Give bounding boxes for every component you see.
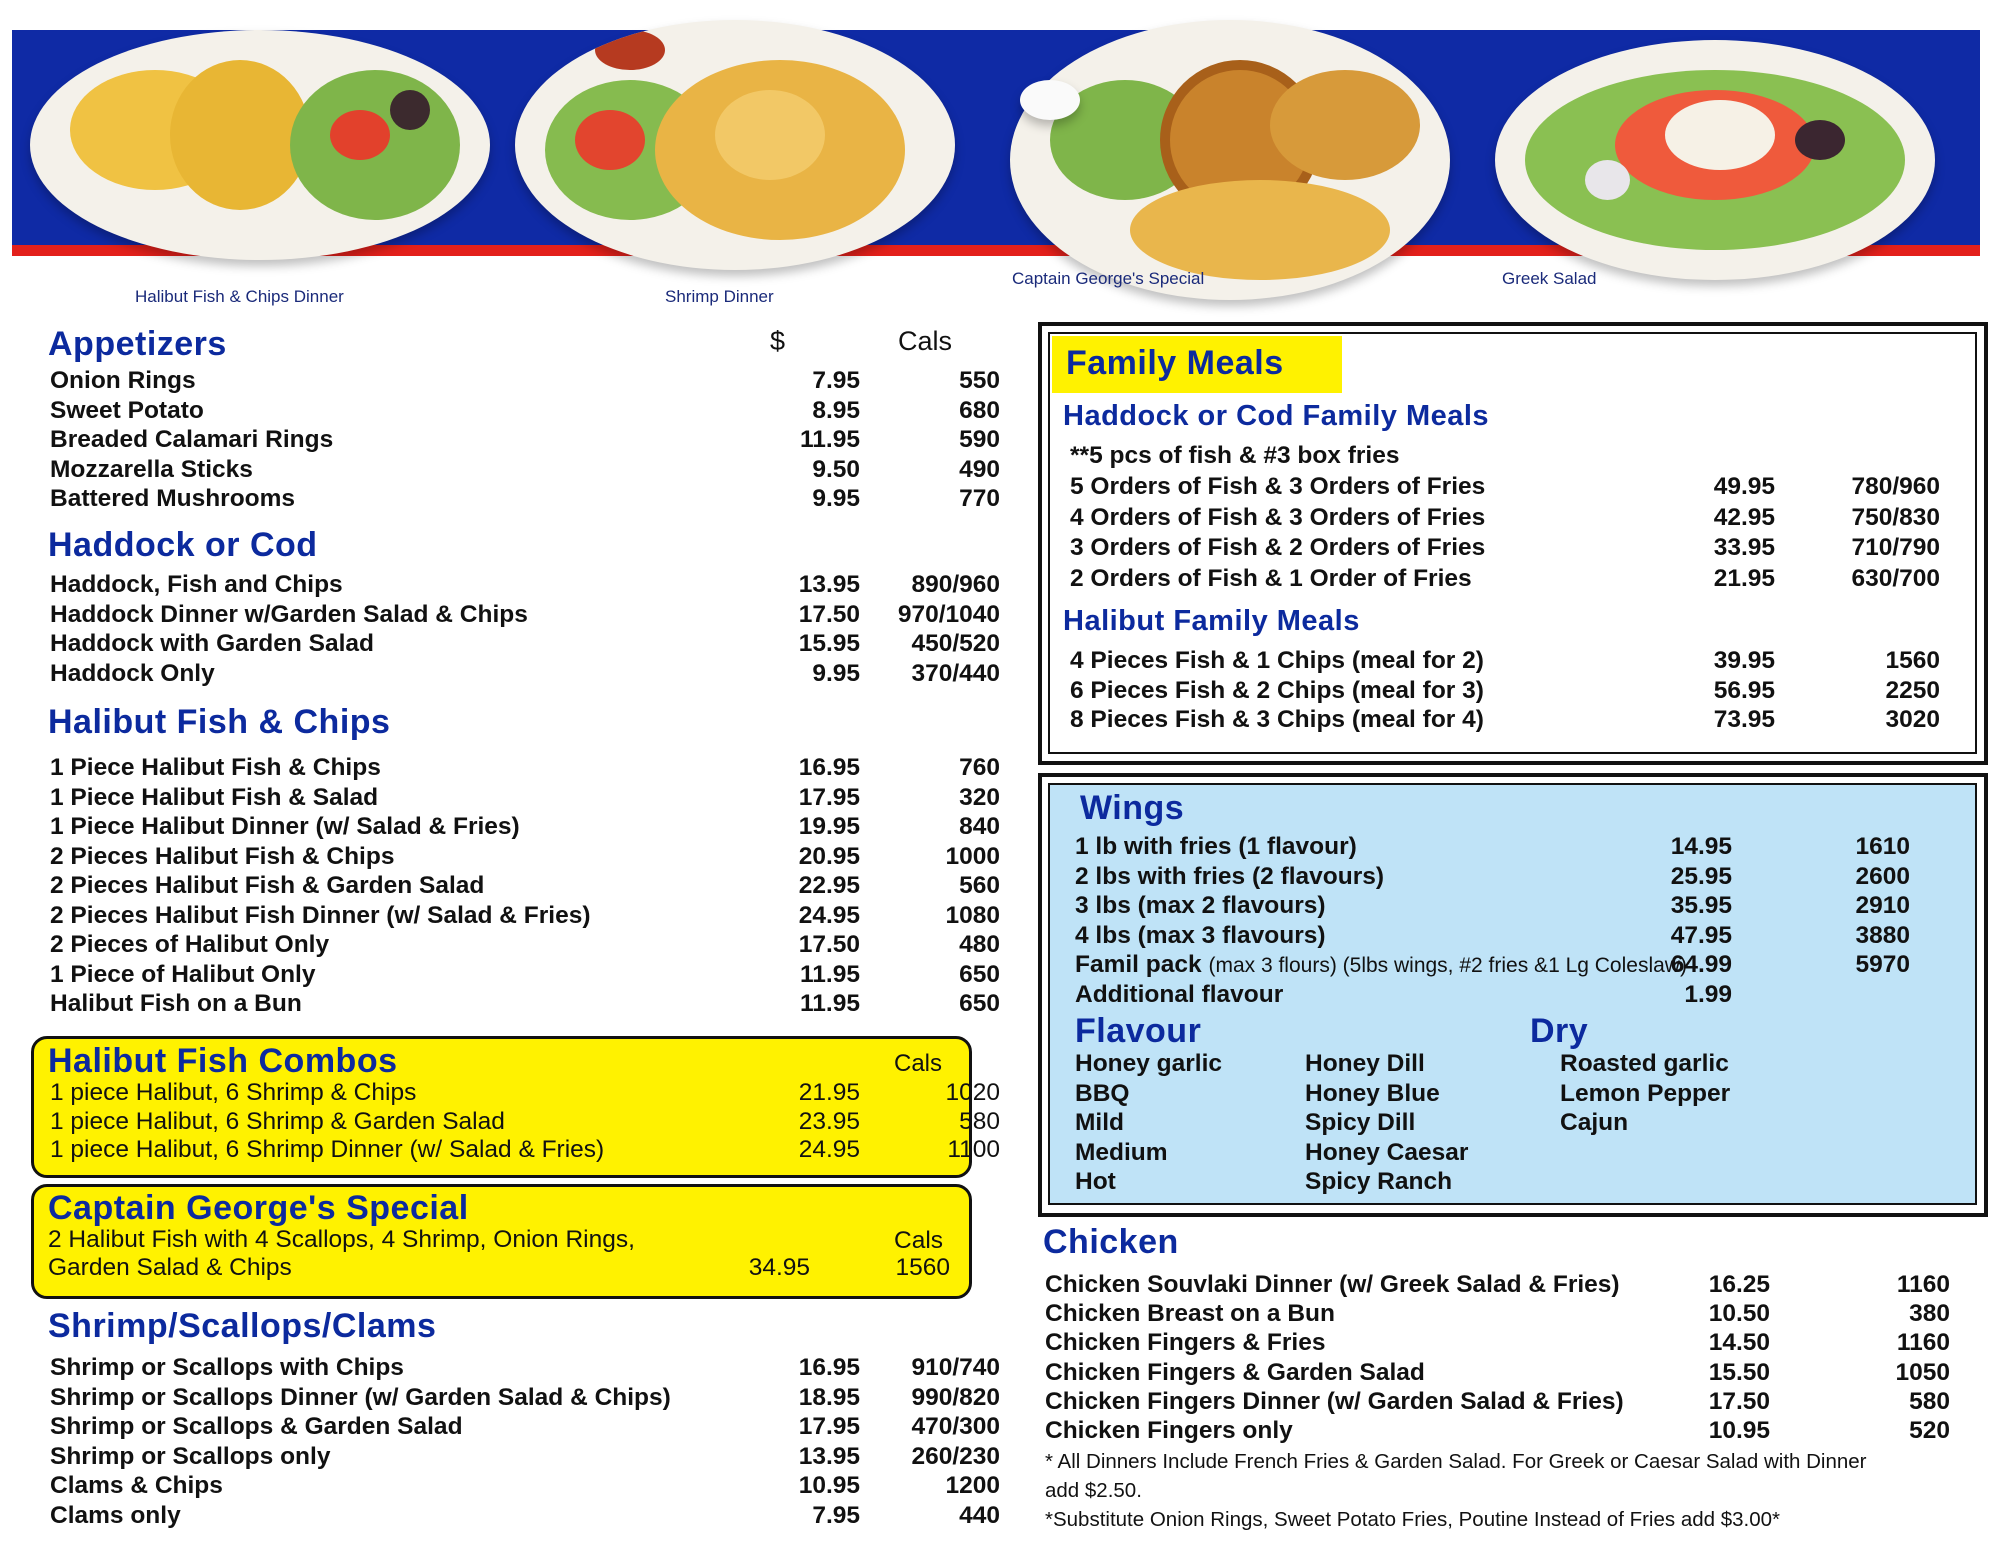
item-name: Breaded Calamari Rings <box>50 426 334 453</box>
item-cals: 760 <box>959 754 1000 781</box>
item-cals: 990/820 <box>911 1383 1000 1411</box>
menu-item-row <box>50 901 1000 931</box>
item-name: Chicken Breast on a Bun <box>1045 1300 1335 1328</box>
menu-item-row <box>50 989 1000 1019</box>
item-name: Chicken Souvlaki Dinner (w/ Greek Salad & Fries) <box>1045 1271 1620 1298</box>
menu-item-row <box>1045 1270 1950 1300</box>
item-name: Onion Rings <box>50 367 196 394</box>
menu-item-row <box>1075 921 1935 951</box>
item-cals: 450/520 <box>911 630 1000 657</box>
menu-item-row <box>50 1442 1000 1472</box>
item-cals: 2250 <box>1885 676 1940 704</box>
item-name: 1 piece Halibut, 6 Shrimp Dinner (w/ Salad & Fries) <box>50 1136 605 1163</box>
caption-shrimp-dinner: Shrimp Dinner <box>665 287 774 306</box>
item-price: 7.95 <box>812 1501 860 1529</box>
menu-item-row <box>50 1383 1000 1413</box>
item-name: 1 lb with fries (1 flavour) <box>1075 833 1357 860</box>
caption-captain-georges: Captain George's Special <box>1012 269 1205 288</box>
caption-halibut-dinner: Halibut Fish & Chips Dinner <box>135 287 344 306</box>
item-cals: 840 <box>959 813 1000 840</box>
menu-item-row <box>50 842 1000 872</box>
item-cals: 260/230 <box>911 1442 1000 1470</box>
flavour-item: Honey Blue <box>1305 1079 1440 1107</box>
item-cals: 560 <box>959 872 1000 899</box>
item-name: Chicken Fingers Dinner (w/ Garden Salad & Fries) <box>1045 1387 1624 1415</box>
item-cals: 650 <box>959 960 1000 988</box>
famil-pack-note: (max 3 flours) (5lbs wings, #2 fries &1 Lg Coleslaw) <box>1208 954 1687 977</box>
menu-item-row <box>50 425 1000 455</box>
item-name: 3 lbs (max 2 flavours) <box>1075 892 1326 919</box>
item-cals: 1160 <box>1896 1329 1950 1357</box>
item-price: 24.95 <box>798 1136 860 1163</box>
additional-flavour-price: 1.99 <box>1684 981 1732 1008</box>
item-price: 11.95 <box>800 990 860 1017</box>
menu-item-row <box>1045 1387 1950 1417</box>
item-price: 21.95 <box>1713 564 1775 592</box>
item-cals: 1200 <box>945 1472 1000 1499</box>
item-name: 4 Orders of Fish & 3 Orders of Fries <box>1070 503 1486 531</box>
item-name: 5 Orders of Fish & 3 Orders of Fries <box>1070 473 1486 500</box>
price-column-header: $ <box>770 326 786 356</box>
item-cals: 630/700 <box>1851 564 1940 592</box>
menu-item-row <box>50 783 1000 813</box>
menu-item-row <box>1045 1358 1950 1388</box>
item-price: 9.95 <box>812 485 860 512</box>
item-name: 1 Piece Halibut Fish & Salad <box>50 783 379 811</box>
chicken-heading: Chicken <box>1043 1223 1179 1261</box>
item-name: 1 piece Halibut, 6 Shrimp & Chips <box>50 1079 417 1106</box>
item-name: Mozzarella Sticks <box>50 455 253 483</box>
menu-item-row <box>50 930 1000 960</box>
item-name: 2 Orders of Fish & 1 Order of Fries <box>1070 564 1472 592</box>
item-cals: 590 <box>959 426 1000 453</box>
item-price: 11.95 <box>800 960 860 988</box>
flavour-heading: Flavour <box>1075 1012 1202 1050</box>
menu-item-row <box>1070 503 1950 533</box>
item-name: 1 Piece Halibut Fish & Chips <box>50 754 381 781</box>
item-name: Shrimp or Scallops & Garden Salad <box>50 1413 463 1440</box>
item-cals: 750/830 <box>1851 503 1940 531</box>
menu-item-row <box>50 455 1000 485</box>
item-price: 23.95 <box>798 1107 860 1135</box>
menu-item-row <box>1070 646 1950 676</box>
item-name: Sweet Potato <box>50 396 204 424</box>
item-price: 22.95 <box>798 872 860 899</box>
haddock-family-note: **5 pcs of fish & #3 box fries <box>1070 442 1400 469</box>
menu-item-row <box>50 1471 1000 1501</box>
flavour-item: Roasted garlic <box>1560 1050 1729 1077</box>
item-name: Haddock, Fish and Chips <box>50 571 343 598</box>
haddock-family-heading: Haddock or Cod Family Meals <box>1063 400 1490 432</box>
item-cals: 550 <box>959 367 1000 394</box>
item-cals: 1160 <box>1896 1271 1950 1298</box>
item-name: Chicken Fingers only <box>1045 1417 1293 1444</box>
item-name: Clams & Chips <box>50 1472 223 1499</box>
item-cals: 580 <box>959 1107 1000 1135</box>
menu-item-row <box>1075 862 1935 892</box>
item-cals: 2910 <box>1855 892 1910 919</box>
flavour-item: Hot <box>1075 1168 1116 1195</box>
flavour-item: Spicy Ranch <box>1305 1168 1453 1195</box>
item-price: 10.95 <box>798 1472 860 1499</box>
item-name: 2 Pieces Halibut Fish Dinner (w/ Salad & Fries) <box>50 901 591 929</box>
menu-item-row <box>50 1107 1000 1137</box>
item-cals: 440 <box>959 1501 1000 1529</box>
item-price: 35.95 <box>1670 892 1732 919</box>
item-price: 19.95 <box>798 813 860 840</box>
flavour-item: Spicy Dill <box>1305 1109 1416 1136</box>
item-cals: 1080 <box>945 901 1000 929</box>
item-name: Shrimp or Scallops only <box>50 1442 331 1470</box>
menu-item-row <box>50 396 1000 426</box>
item-price: 33.95 <box>1713 534 1775 561</box>
combos-heading: Halibut Fish Combos <box>48 1042 398 1080</box>
menu-item-row <box>1070 676 1950 706</box>
item-cals: 480 <box>959 931 1000 958</box>
item-cals: 520 <box>1909 1417 1950 1444</box>
wings-heading: Wings <box>1080 789 1185 827</box>
item-cals: 2600 <box>1855 862 1910 890</box>
item-price: 17.50 <box>798 931 860 958</box>
halibut-family-heading: Halibut Family Meals <box>1063 605 1360 637</box>
flavour-item: Mild <box>1075 1109 1124 1136</box>
item-name: 3 Orders of Fish & 2 Orders of Fries <box>1070 534 1486 561</box>
item-cals: 380 <box>1909 1300 1950 1328</box>
menu-item-row <box>50 960 1000 990</box>
menu-item-row <box>50 753 1000 783</box>
item-price: 18.95 <box>798 1383 860 1411</box>
menu-item-row <box>1070 705 1950 735</box>
item-name: Halibut Fish on a Bun <box>50 990 302 1017</box>
special-heading: Captain George's Special <box>48 1189 469 1227</box>
item-cals: 1100 <box>947 1136 1000 1163</box>
item-price: 9.50 <box>812 455 860 483</box>
item-name: 2 Pieces of Halibut Only <box>50 931 330 958</box>
haddock-heading: Haddock or Cod <box>48 526 318 564</box>
item-name: 1 piece Halibut, 6 Shrimp & Garden Salad <box>50 1107 505 1135</box>
item-name: Haddock Dinner w/Garden Salad & Chips <box>50 600 528 628</box>
item-price: 15.50 <box>1708 1358 1770 1386</box>
menu-item-row <box>50 600 1000 630</box>
menu-item-row <box>50 570 1000 600</box>
item-price: 17.95 <box>798 783 860 811</box>
special-price: 34.95 <box>748 1254 810 1281</box>
item-name: 1 Piece of Halibut Only <box>50 960 316 988</box>
menu-item-row <box>1070 564 1950 594</box>
item-price: 14.95 <box>1670 833 1732 860</box>
shrimp-heading: Shrimp/Scallops/Clams <box>48 1307 437 1345</box>
item-cals: 890/960 <box>911 571 1000 598</box>
greek-salad-photo <box>1495 40 1935 280</box>
item-cals: 370/440 <box>911 659 1000 687</box>
special-cals: 1560 <box>895 1254 950 1281</box>
famil-pack-price: 64.99 <box>1670 951 1732 978</box>
menu-item-row <box>50 1412 1000 1442</box>
chicken-note-line3: *Substitute Onion Rings, Sweet Potato Fries, Poutine Instead of Fries add $3.00* <box>1045 1508 1781 1531</box>
item-name: 6 Pieces Fish & 2 Chips (meal for 3) <box>1070 676 1484 704</box>
item-price: 17.50 <box>798 600 860 628</box>
item-price: 11.95 <box>800 426 860 453</box>
additional-flavour-name: Additional flavour <box>1075 981 1284 1008</box>
menu-item-row <box>50 871 1000 901</box>
item-price: 10.95 <box>1708 1417 1770 1444</box>
menu-item-row <box>1070 472 1950 502</box>
chicken-note-line1: * All Dinners Include French Fries & Garden Salad. For Greek or Caesar Salad with Dinner <box>1045 1450 1867 1473</box>
item-cals: 970/1040 <box>897 600 1000 628</box>
sauce-cup-photo <box>1020 80 1080 120</box>
item-name: Chicken Fingers & Fries <box>1045 1329 1326 1357</box>
appetizers-heading: Appetizers <box>48 325 227 363</box>
item-name: Shrimp or Scallops Dinner (w/ Garden Salad & Chips) <box>50 1383 671 1411</box>
halibut-heading: Halibut Fish & Chips <box>48 703 391 741</box>
flavour-item: Honey Dill <box>1305 1050 1425 1077</box>
item-price: 42.95 <box>1713 503 1775 531</box>
item-name: 4 lbs (max 3 flavours) <box>1075 921 1326 949</box>
special-description-line2: Garden Salad & Chips <box>48 1254 292 1281</box>
item-price: 20.95 <box>798 842 860 870</box>
dry-heading: Dry <box>1530 1012 1589 1050</box>
family-meals-heading: Family Meals <box>1066 344 1284 382</box>
item-price: 21.95 <box>798 1079 860 1106</box>
item-price: 16.95 <box>798 754 860 781</box>
flavour-item: Lemon Pepper <box>1560 1079 1731 1107</box>
menu-item-row <box>50 1353 1000 1383</box>
item-name: 8 Pieces Fish & 3 Chips (meal for 4) <box>1070 706 1484 733</box>
item-cals: 770 <box>959 485 1000 512</box>
item-price: 10.50 <box>1708 1300 1770 1328</box>
item-name: 2 Pieces Halibut Fish & Garden Salad <box>50 872 485 899</box>
flavour-item: Medium <box>1075 1138 1168 1166</box>
menu-item-row <box>1070 533 1950 563</box>
item-name: Shrimp or Scallops with Chips <box>50 1354 404 1381</box>
shrimp-dinner-photo <box>515 20 955 270</box>
captain-georges-special-photo <box>1010 20 1450 300</box>
menu-item-row <box>50 366 1000 396</box>
item-price: 7.95 <box>812 367 860 394</box>
item-price: 15.95 <box>798 630 860 657</box>
item-name: Haddock with Garden Salad <box>50 630 375 657</box>
item-price: 47.95 <box>1670 921 1732 949</box>
combos-cals-header: Cals <box>894 1050 943 1077</box>
item-price: 16.25 <box>1708 1271 1770 1298</box>
menu-item-row <box>50 659 1000 689</box>
item-price: 14.50 <box>1708 1329 1770 1357</box>
item-price: 73.95 <box>1713 706 1775 733</box>
item-price: 56.95 <box>1713 676 1775 704</box>
item-name: 4 Pieces Fish & 1 Chips (meal for 2) <box>1070 647 1484 674</box>
item-name: Clams only <box>50 1501 181 1529</box>
menu-item-row <box>50 1501 1000 1531</box>
item-name: Battered Mushrooms <box>50 485 296 512</box>
item-cals: 320 <box>959 783 1000 811</box>
item-price: 17.50 <box>1708 1387 1770 1415</box>
famil-pack-name: Famil pack <box>1075 951 1202 978</box>
flavour-item: Cajun <box>1560 1109 1629 1136</box>
item-cals: 1050 <box>1895 1358 1950 1386</box>
halibut-fish-chips-photo <box>30 30 490 260</box>
item-name: 2 Pieces Halibut Fish & Chips <box>50 842 395 870</box>
item-price: 25.95 <box>1670 862 1732 890</box>
item-price: 16.95 <box>798 1354 860 1381</box>
wings-famil-pack <box>1075 950 1687 980</box>
menu-item-row <box>1045 1299 1950 1329</box>
item-cals: 1560 <box>1885 647 1940 674</box>
flavour-item: BBQ <box>1075 1079 1130 1107</box>
item-cals: 650 <box>959 990 1000 1017</box>
menu-item-row <box>50 484 1000 514</box>
item-cals: 1610 <box>1855 833 1910 860</box>
item-cals: 710/790 <box>1851 534 1940 561</box>
item-name: 1 Piece Halibut Dinner (w/ Salad & Fries) <box>50 813 520 840</box>
item-cals: 3880 <box>1855 921 1910 949</box>
flavour-item: Honey garlic <box>1075 1050 1223 1077</box>
item-price: 9.95 <box>812 659 860 687</box>
chicken-note-line2: add $2.50. <box>1045 1479 1142 1502</box>
item-name: 2 lbs with fries (2 flavours) <box>1075 862 1385 890</box>
special-description-line1: 2 Halibut Fish with 4 Scallops, 4 Shrimp, Onion Rings, <box>48 1226 635 1253</box>
item-cals: 680 <box>959 396 1000 424</box>
item-price: 24.95 <box>798 901 860 929</box>
item-cals: 1020 <box>945 1079 1000 1106</box>
menu-item-row <box>50 812 1000 842</box>
item-price: 49.95 <box>1713 473 1775 500</box>
item-cals: 910/740 <box>911 1354 1000 1381</box>
item-cals: 490 <box>959 455 1000 483</box>
famil-pack-cals: 5970 <box>1855 951 1910 978</box>
menu-item-row <box>50 1078 1000 1108</box>
menu-item-row <box>1045 1328 1950 1358</box>
menu-item-row <box>1045 1416 1950 1446</box>
menu-item-row <box>50 1135 1000 1165</box>
menu-item-row <box>1075 832 1935 862</box>
item-cals: 580 <box>1909 1387 1950 1415</box>
item-cals: 1000 <box>945 842 1000 870</box>
menu-item-row <box>1075 891 1935 921</box>
item-price: 39.95 <box>1713 647 1775 674</box>
item-cals: 470/300 <box>911 1413 1000 1440</box>
item-name: Haddock Only <box>50 659 215 687</box>
flavour-item: Honey Caesar <box>1305 1138 1469 1166</box>
item-cals: 3020 <box>1885 706 1940 733</box>
menu-item-row <box>50 629 1000 659</box>
item-name: Chicken Fingers & Garden Salad <box>1045 1358 1425 1386</box>
cals-column-header: Cals <box>898 326 953 356</box>
item-price: 17.95 <box>798 1413 860 1440</box>
item-price: 13.95 <box>798 1442 860 1470</box>
special-cals-header: Cals <box>894 1227 944 1254</box>
item-cals: 780/960 <box>1851 473 1940 500</box>
caption-greek-salad: Greek Salad <box>1502 269 1597 288</box>
item-price: 13.95 <box>798 571 860 598</box>
item-price: 8.95 <box>812 396 860 424</box>
